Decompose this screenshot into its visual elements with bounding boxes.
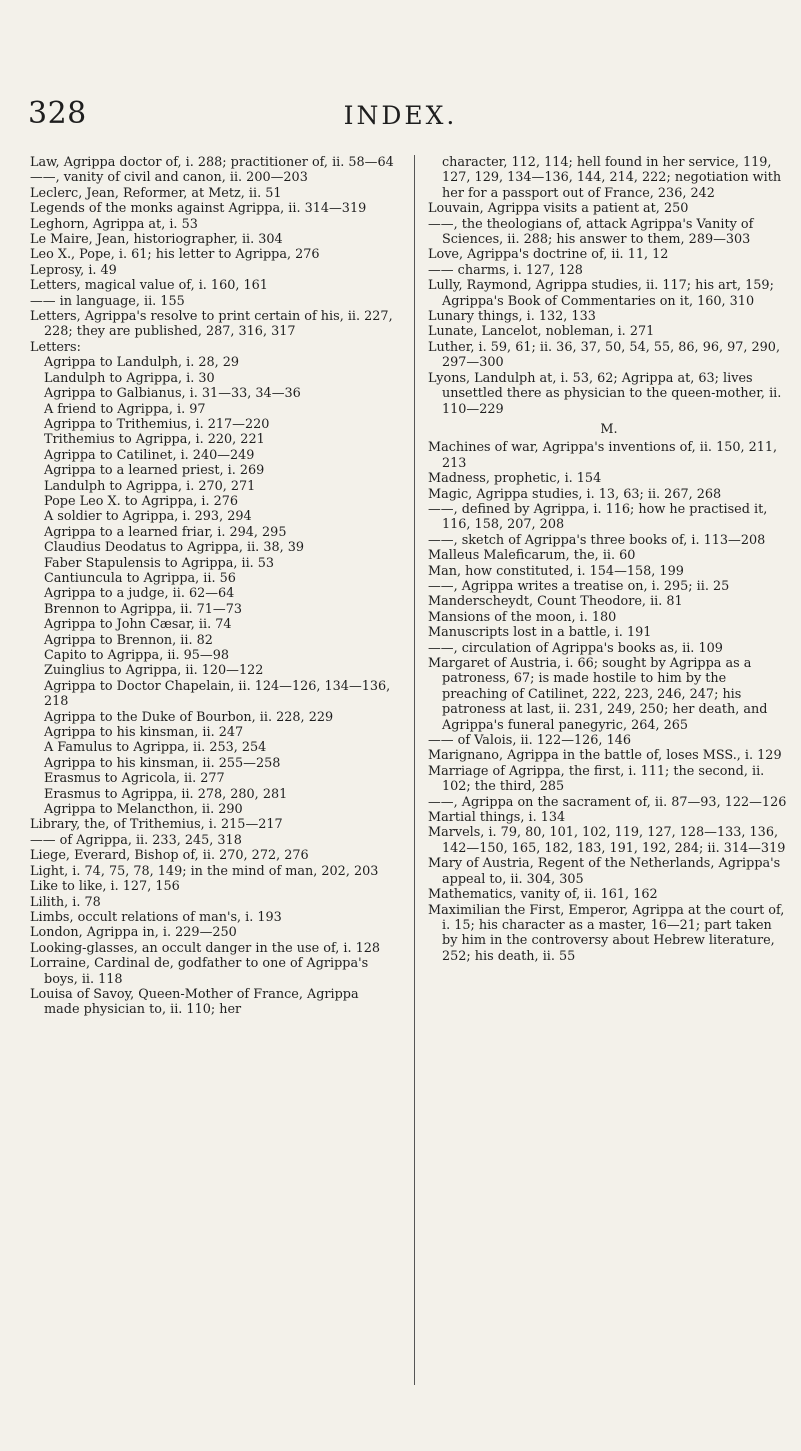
- index-entry: Agrippa to Trithemius, i. 217—220: [44, 416, 270, 432]
- index-entry: Lyons, Landulph at, i. 53, 62; Agrippa at, 63; lives unsettled there as physician to the queen-mother, ii. 110—229: [428, 370, 782, 417]
- index-entry: Agrippa to his kinsman, ii. 255—258: [44, 755, 281, 771]
- index-letter-heading: M.: [600, 421, 618, 437]
- index-entry: Louisa of Savoy, Queen-Mother of France, Agrippa made physician to, ii. 110; her: [30, 986, 359, 1018]
- index-entry: character, 112, 114; hell found in her service, 119, 127, 129, 134—136, 144, 214, 222; negotiation with her for a passport out of France, 236, 242: [442, 155, 782, 201]
- index-entry: London, Agrippa in, i. 229—250: [30, 925, 237, 941]
- index-entry: Looking-glasses, an occult danger in the use of, i. 128: [30, 940, 381, 956]
- index-entry: ——, defined by Agrippa, i. 116; how he practised it, 116, 158, 207, 208: [428, 501, 768, 533]
- index-entry: Brennon to Agrippa, ii. 71—73: [44, 601, 242, 617]
- index-entry: Manuscripts lost in a battle, i. 191: [428, 625, 652, 641]
- index-entry: Agrippa to Galbianus, i. 31—33, 34—36: [44, 386, 301, 402]
- index-entry: Agrippa to Catilinet, i. 240—249: [44, 447, 255, 463]
- index-entry: —— of Agrippa, ii. 233, 245, 318: [30, 832, 242, 848]
- index-entry: Agrippa to a learned friar, i. 294, 295: [44, 524, 287, 540]
- running-head: INDEX.: [343, 101, 458, 130]
- index-entry: Lully, Raymond, Agrippa studies, ii. 117; his art, 159; Agrippa's Book of Commentaries on it, 160, 310: [428, 278, 774, 309]
- index-entry: Liege, Everard, Bishop of, ii. 270, 272, 276: [30, 848, 309, 864]
- index-entry: Agrippa to a judge, ii. 62—64: [44, 586, 235, 602]
- index-entry: Trithemius to Agrippa, i. 220, 221: [44, 432, 265, 448]
- index-entry: Margaret of Austria, i. 66; sought by Agrippa as a patroness, 67; is made hostile to him by the preaching of Catilinet, 222, 223, 246, 247; his patroness at last, ii. 231, 249, 250; her death, and Agrippa's funeral panegyric, 264, 265: [428, 656, 768, 733]
- index-entry: Faber Stapulensis to Agrippa, ii. 53: [44, 555, 275, 571]
- index-entry: Mary of Austria, Regent of the Netherlands, Agrippa's appeal to, ii. 304, 305: [428, 856, 781, 887]
- index-entry: Agrippa to a learned priest, i. 269: [44, 463, 265, 479]
- index-entry: Agrippa to Landulph, i. 28, 29: [44, 355, 240, 371]
- index-entry: Maximilian the First, Emperor, Agrippa at the court of, i. 15; his character as a master, 16—21; part taken by him in the controversy about Hebrew literature, 252; his death, ii. 55: [428, 902, 785, 964]
- index-entry: ——, vanity of civil and canon, ii. 200—203: [30, 170, 308, 186]
- index-entry: Agrippa to Melancthon, ii. 290: [44, 802, 243, 818]
- index-entry: Landulph to Agrippa, i. 30: [44, 370, 215, 386]
- index-entry: Limbs, occult relations of man's, i. 193: [30, 909, 282, 925]
- index-entry: Like to like, i. 127, 156: [30, 879, 180, 895]
- index-entry: Martial things, i. 134: [428, 810, 566, 826]
- index-entry: Agrippa to Doctor Chapelain, ii. 124—126, 134—136, 218: [44, 678, 391, 710]
- index-entry: ——, Agrippa on the sacrament of, ii. 87—93, 122—126: [428, 794, 787, 810]
- index-entry: Library, the, of Trithemius, i. 215—217: [30, 817, 283, 833]
- index-entry: —— in language, ii. 155: [30, 293, 185, 309]
- index-entry: ——, the theologians of, attack Agrippa's Vanity of Sciences, ii. 288; his answer to them, 289—303: [428, 216, 754, 248]
- index-entry: Letters, magical value of, i. 160, 161: [30, 278, 268, 294]
- index-entry: Lilith, i. 78: [30, 894, 101, 910]
- index-entry: Marriage of Agrippa, the first, i. 111; the second, ii. 102; the third, 285: [428, 763, 765, 795]
- index-entry: Marvels, i. 79, 80, 101, 102, 119, 127, 128—133, 136, 142—150, 165, 182, 183, 191, 192, 284; ii. 314—319: [428, 825, 786, 856]
- index-entry: Lorraine, Cardinal de, godfather to one of Agrippa's boys, ii. 118: [30, 956, 369, 987]
- index-entry: Pope Leo X. to Agrippa, i. 276: [44, 493, 239, 509]
- index-column-left: [30, 155, 398, 1018]
- index-column-right: [428, 155, 790, 964]
- index-entry: Agrippa to John Cæsar, ii. 74: [44, 617, 232, 633]
- index-entry: Man, how constituted, i. 154—158, 199: [428, 563, 684, 579]
- index-entry: Madness, prophetic, i. 154: [428, 471, 602, 487]
- column-divider: [414, 155, 415, 1385]
- index-entry: Luther, i. 59, 61; ii. 36, 37, 50, 54, 55, 86, 96, 97, 290, 297—300: [428, 339, 781, 371]
- index-entry: Mathematics, vanity of, ii. 161, 162: [428, 887, 658, 903]
- index-entry: Mansions of the moon, i. 180: [428, 609, 617, 625]
- page-number: 328: [28, 96, 87, 131]
- index-entry: A soldier to Agrippa, i. 293, 294: [44, 509, 252, 525]
- index-entry: Capito to Agrippa, ii. 95—98: [44, 648, 230, 663]
- index-entry: Louvain, Agrippa visits a patient at, 250: [428, 201, 689, 217]
- index-entry: Love, Agrippa's doctrine of, ii. 11, 12: [428, 247, 669, 263]
- index-entry: Agrippa to Brennon, ii. 82: [44, 632, 213, 648]
- index-entry: Leprosy, i. 49: [30, 262, 117, 278]
- index-entry: A Famulus to Agrippa, ii. 253, 254: [44, 740, 267, 756]
- index-entry: —— of Valois, ii. 122—126, 146: [428, 733, 631, 749]
- index-entry: Legends of the monks against Agrippa, ii. 314—319: [30, 201, 367, 217]
- index-entry: —— charms, i. 127, 128: [428, 262, 583, 278]
- index-entry: Zuinglius to Agrippa, ii. 120—122: [44, 663, 264, 679]
- index-entry: Le Maire, Jean, historiographer, ii. 304: [30, 232, 283, 248]
- index-entry: Marignano, Agrippa in the battle of, loses MSS., i. 129: [428, 748, 782, 764]
- index-entry: Landulph to Agrippa, i. 270, 271: [44, 478, 256, 494]
- index-entry: Manderscheydt, Count Theodore, ii. 81: [428, 594, 683, 610]
- index-entry: A friend to Agrippa, i. 97: [44, 401, 206, 417]
- index-entry: ——, Agrippa writes a treatise on, i. 295; ii. 25: [428, 578, 730, 594]
- index-entry: Letters:: [30, 339, 81, 355]
- index-entry: Leghorn, Agrippa at, i. 53: [30, 216, 198, 232]
- index-entry: Claudius Deodatus to Agrippa, ii. 38, 39: [44, 540, 305, 556]
- index-entry: Law, Agrippa doctor of, i. 288; practitioner of, ii. 58—64: [30, 155, 394, 170]
- index-entry: Erasmus to Agrippa, ii. 278, 280, 281: [44, 786, 288, 802]
- index-entry: ——, circulation of Agrippa's books as, ii. 109: [428, 640, 723, 656]
- index-entry: Lunate, Lancelot, nobleman, i. 271: [428, 324, 655, 340]
- index-entry: Leo X., Pope, i. 61; his letter to Agrippa, 276: [30, 247, 320, 263]
- index-entry: Malleus Maleficarum, the, ii. 60: [428, 548, 636, 564]
- index-entry: Light, i. 74, 75, 78, 149; in the mind of man, 202, 203: [30, 863, 379, 879]
- index-entry: Magic, Agrippa studies, i. 13, 63; ii. 267, 268: [428, 486, 722, 502]
- index-entry: ——, sketch of Agrippa's three books of, i. 113—208: [428, 532, 766, 548]
- index-entry: Letters, Agrippa's resolve to print certain of his, ii. 227, 228; they are published, 287, 316, 317: [30, 309, 393, 340]
- index-entry: Machines of war, Agrippa's inventions of, ii. 150, 211, 213: [428, 440, 778, 471]
- index-entry: Erasmus to Agricola, ii. 277: [44, 771, 225, 787]
- index-entry: Cantiuncula to Agrippa, ii. 56: [44, 570, 236, 586]
- index-entry: Agrippa to his kinsman, ii. 247: [44, 725, 244, 741]
- index-entry: Agrippa to the Duke of Bourbon, ii. 228, 229: [44, 709, 334, 725]
- index-entry: Lunary things, i. 132, 133: [428, 309, 596, 325]
- index-entry: Leclerc, Jean, Reformer, at Metz, ii. 51: [30, 185, 282, 201]
